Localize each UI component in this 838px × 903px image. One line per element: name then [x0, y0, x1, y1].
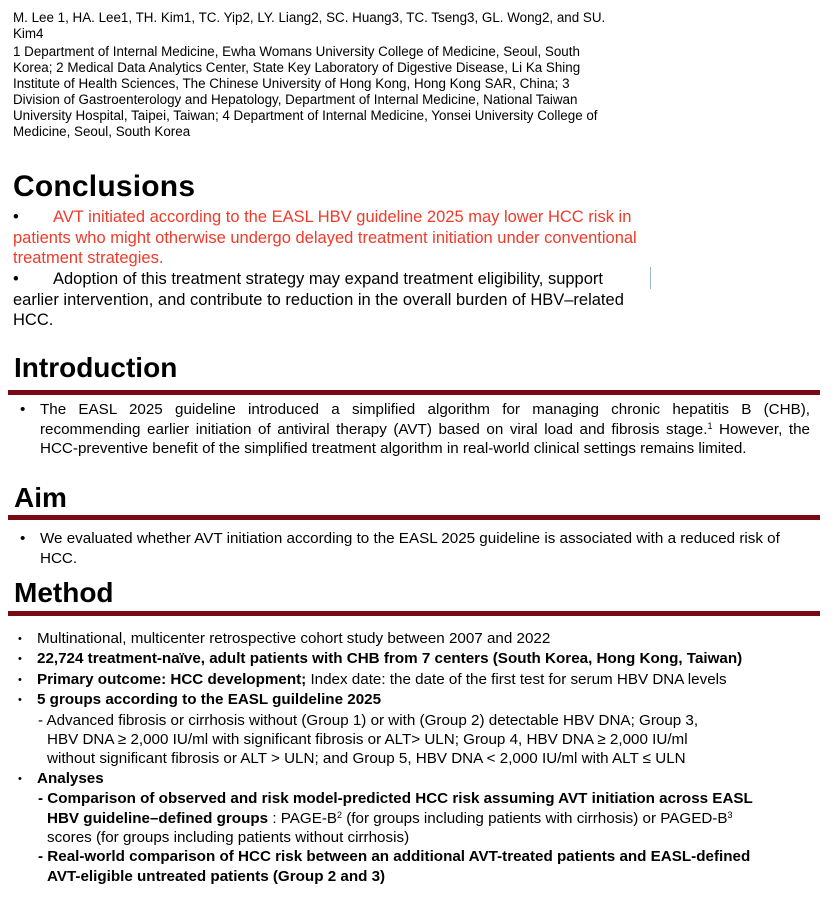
list-item: • 5 groups according to the EASL guildeline 2025 — [18, 690, 828, 710]
reference-marker: 3 — [727, 809, 733, 820]
list-item — [20, 529, 798, 568]
group-definition-cont: HBV DNA ≥ 2,000 IU/ml with significant fibrosis or ALT> ULN; Group 4, HBV DNA ≥ 2,000 IU/ml — [47, 731, 688, 749]
method-heading: Method — [14, 577, 114, 608]
analysis-1-cont: HBV guideline–defined groups : PAGE-$B^2$ (for groups including patients with cirrhosis) or PAGED-$B^3$ — [47, 809, 733, 827]
section-divider — [8, 515, 820, 520]
bullet: • — [18, 694, 22, 707]
method-list — [18, 629, 828, 886]
aim-heading: Aim — [14, 482, 67, 513]
list-item: • Analyses — [18, 769, 828, 789]
bullet: • — [18, 673, 22, 686]
list-item: • Primary outcome: HCC development; Index date: the date of the first test for serum HBV DNA levels — [18, 670, 828, 690]
conclusion-item-2-text: Adoption of this treatment strategy may expand treatment eligibility, support earlier intervention, and contribute to reduction in the overall burden of HBV–related HCC. — [13, 270, 624, 329]
list-item: • 22,724 treatment-naïve, adult patients with CHB from 7 centers (South Korea, Hong Kong, Taiwan) — [18, 649, 828, 669]
author-list: M. Lee 1, HA. Lee1, TH. Kim1, TC. Yip2, LY. Liang2, SC. Huang3, TC. Tseng3, GL. Wong2, and SU. Kim4 — [13, 10, 606, 41]
affiliations: 1 Department of Internal Medicine, Ewha Womans University College of Medicine, Seoul, South Korea; 2 Medical Data Analytics Center, State Key Laboratory of Digestive Disease, Li Ka Shing Institute of Health Sciences, The Chinese University of Hong Kong, Hong Kong SAR, China; 3 Division of Gastroenterology and Hepatology, Department of Internal Medicine, National Taiwan University Hospital, Taipei, Taiwan; 4 Department of Internal Medicine, Yonsei University College of Medicine, Seoul, South Korea — [13, 44, 598, 139]
bullet: • — [20, 530, 26, 547]
introduction-list — [20, 400, 810, 459]
group-definition: - Advanced fibrosis or cirrhosis without (Group 1) or with (Group 2) detectable HBV DNA; Group 3, — [38, 711, 699, 729]
reference-marker: 2 — [337, 809, 343, 820]
bullet: • — [13, 208, 19, 226]
aim-text: We evaluated whether AVT initiation according to the EASL 2025 guideline is associated with a reduced risk of HCC. — [40, 530, 780, 567]
reference-marker: 1 — [707, 420, 713, 431]
bullet: • — [18, 633, 22, 645]
list-item: • Multinational, multicenter retrospective cohort study between 2007 and 2022 — [18, 629, 828, 649]
conclusion-item-2 — [13, 269, 653, 331]
analysis-1: - Comparison of observed and risk model-predicted HCC risk assuming AVT initiation across EASL — [38, 790, 753, 808]
introduction-text: The EASL 2025 guideline introduced a simplified algorithm for managing chronic hepatitis B (CHB), recommending earlier initiation of antiviral therapy (AVT) based on viral load and fibrosis stage.$^1$ However, the HCC-preventive benefit of the simplified treatment algorithm in real-world clinical settings remains limited. — [40, 401, 810, 457]
bullet: • — [18, 653, 22, 666]
group-definition-cont: without significant fibrosis or ALT > ULN; and Group 5, HBV DNA < 2,000 IU/ml with ALT ≤ ULN — [47, 750, 686, 768]
conclusion-item-1 — [13, 207, 653, 269]
section-divider — [8, 611, 820, 616]
conclusions-heading: Conclusions — [13, 170, 196, 203]
section-divider — [8, 390, 820, 395]
bullet: • — [13, 270, 19, 288]
text-cursor — [650, 267, 651, 289]
introduction-heading: Introduction — [14, 352, 178, 383]
conclusion-item-1-text: AVT initiated according to the EASL HBV guideline 2025 may lower HCC risk in patients who might otherwise undergo delayed treatment initiation under conventional treatment strategies. — [13, 208, 637, 267]
bullet: • — [18, 772, 22, 785]
analysis-2-cont: AVT-eligible untreated patients (Group 2 and 3) — [47, 867, 386, 885]
analysis-2: - Real-world comparison of HCC risk between an additional AVT-treated patients and EASL-defined — [38, 848, 751, 866]
bullet: • — [20, 401, 26, 418]
aim-list — [20, 529, 798, 568]
analysis-1-cont: scores (for groups including patients without cirrhosis) — [47, 829, 410, 847]
list-item — [20, 400, 810, 459]
